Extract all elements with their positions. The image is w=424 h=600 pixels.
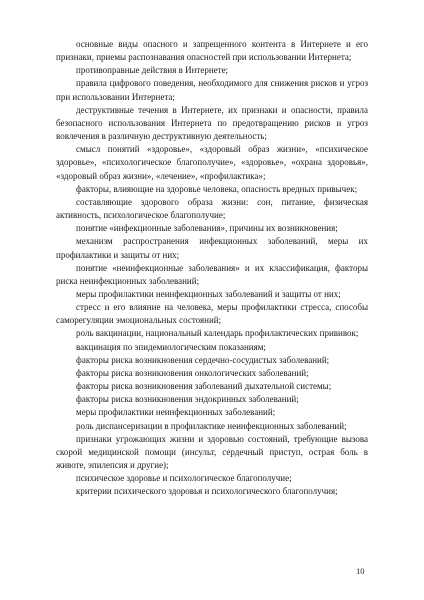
paragraph: основные виды опасного и запрещенного контента в Интернете и его признаки, приемы распознавания опасностей при использовании Интернета; [56, 39, 368, 63]
paragraph: факторы риска возникновения эндокринных заболеваний; [76, 394, 299, 405]
paragraph: понятие «инфекционные заболевания», причины их возникновения; [76, 223, 338, 234]
paragraph: факторы риска возникновения заболеваний дыхательной системы; [76, 381, 332, 392]
paragraph: признаки угрожающих жизни и здоровью состояний, требующие вызова скорой медицинской помощи (инсульт, сердечный приступ, острая боль в животе, эпилепсия и другие); [56, 433, 368, 470]
paragraph: факторы, влияющие на здоровье человека, опасность вредных привычек; [76, 183, 358, 194]
paragraph: противоправные действия в Интернете; [76, 65, 229, 76]
paragraph: критерии психического здоровья и психологического благополучия; [76, 486, 338, 497]
paragraph: смысл понятий «здоровье», «здоровый образ жизни», «психическое здоровье», «психологическое благополучие», «здоровье», «охрана здоровья», «здоровый образ жизни», «лечение», «профилактика»; [56, 144, 368, 181]
paragraph: понятие «неинфекционные заболевания» и их классификация, факторы риска неинфекционных заболеваний; [56, 262, 368, 286]
paragraph: меры профилактики неинфекционных заболеваний и защиты от них; [76, 288, 341, 299]
paragraph: вакцинация по эпидемиологическим показаниям; [76, 341, 266, 352]
paragraph: стресс и его влияние на человека, меры профилактики стресса, способы саморегуляции эмоциональных состояний; [56, 302, 368, 326]
paragraph: меры профилактики неинфекционных заболеваний; [76, 407, 276, 418]
paragraph: правила цифрового поведения, необходимого для снижения рисков и угроз при использовании Интернета; [56, 78, 368, 102]
paragraph: деструктивные течения в Интернете, их признаки и опасности, правила безопасного использования Интернета по предотвращению рисков и угроз вовлечения в различную деструктивную деятельность; [56, 104, 368, 142]
page-number: 10 [356, 566, 365, 576]
paragraph: роль диспансеризации в профилактике неинфекционных заболеваний; [76, 420, 347, 431]
paragraph: механизм распространения инфекционных заболеваний, меры их профилактики и защиты от них; [56, 236, 368, 260]
paragraph: психическое здоровье и психологическое благополучие; [76, 473, 292, 484]
paragraph: факторы риска возникновения сердечно-сосудистых заболеваний; [76, 354, 330, 365]
document-body [56, 38, 368, 498]
paragraph: составляющие здорового образа жизни: сон, питание, физическая активность, психологическое благополучие; [56, 196, 368, 221]
paragraph: роль вакцинации, национальный календарь профилактических прививок; [76, 328, 359, 339]
paragraph: факторы риска возникновения онкологических заболеваний; [76, 367, 309, 378]
